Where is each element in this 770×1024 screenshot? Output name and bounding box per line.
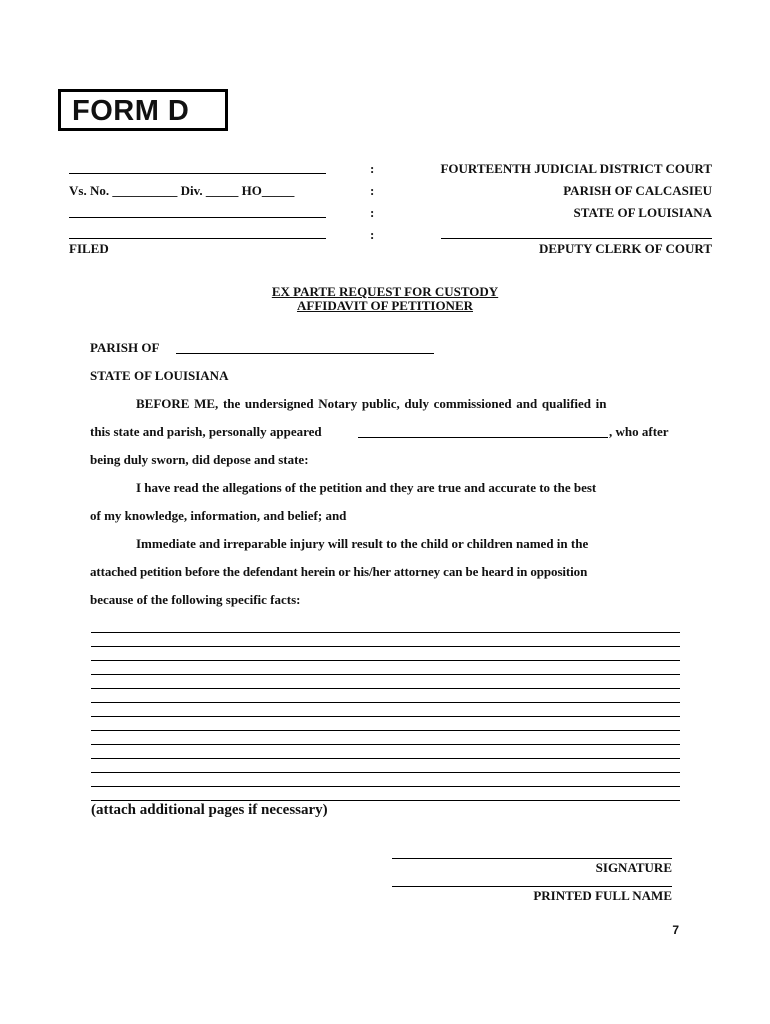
- facts-line: [91, 646, 680, 647]
- paragraph-1-line-3: being duly sworn, did depose and state:: [90, 452, 309, 467]
- form-label: FORM D: [58, 89, 228, 131]
- defendant-blank-line: [69, 217, 326, 218]
- title-line-1: EX PARTE REQUEST FOR CUSTODY: [271, 284, 499, 299]
- facts-line: [91, 688, 680, 689]
- printed-name-label: PRINTED FULL NAME: [533, 888, 672, 903]
- paragraph-2-line-2: of my knowledge, information, and belief; and: [90, 508, 347, 523]
- attach-note: (attach additional pages if necessary): [91, 802, 328, 818]
- filed-blank-line: [69, 238, 326, 239]
- facts-line: [91, 800, 680, 801]
- title-line-2: AFFIDAVIT OF PETITIONER: [296, 298, 473, 313]
- facts-line: [91, 702, 680, 703]
- parish-name: PARISH OF CALCASIEU: [563, 183, 712, 198]
- page-number: 7: [672, 923, 679, 937]
- facts-line: [91, 674, 680, 675]
- paragraph-3-line-1: Immediate and irreparable injury will result to the child or children named in the: [136, 536, 589, 551]
- paragraph-1-line-2b: , who after: [609, 424, 669, 439]
- caption-colon-4: :: [370, 227, 375, 242]
- paragraph-3-line-3: because of the following specific facts:: [90, 592, 301, 607]
- signature-line: [392, 858, 672, 859]
- caption-colon-2: :: [370, 183, 375, 198]
- facts-line: [91, 786, 680, 787]
- parish-of-blank-line: [176, 353, 434, 354]
- signature-label: SIGNATURE: [595, 860, 672, 875]
- facts-line: [91, 730, 680, 731]
- parish-of-label: PARISH OF: [90, 340, 160, 355]
- paragraph-1-line-1: BEFORE ME, the undersigned Notary public, duly commissioned and qualified in: [136, 396, 607, 411]
- deputy-clerk-signature-line: [441, 238, 712, 239]
- facts-line: [91, 716, 680, 717]
- vs-no-line: Vs. No. __________ Div. _____ HO_____: [69, 183, 295, 198]
- paragraph-2-line-1: I have read the allegations of the petition and they are true and accurate to the best: [136, 480, 597, 495]
- facts-line: [91, 632, 680, 633]
- court-name: FOURTEENTH JUDICIAL DISTRICT COURT: [440, 161, 712, 176]
- paragraph-3-line-2: attached petition before the defendant herein or his/her attorney can be heard in opposition: [90, 564, 588, 579]
- affiant-name-blank-line: [358, 437, 608, 438]
- filed-label: FILED: [69, 241, 109, 256]
- facts-line: [91, 660, 680, 661]
- facts-line: [91, 744, 680, 745]
- deputy-clerk-label: DEPUTY CLERK OF COURT: [538, 241, 712, 256]
- caption-colon-3: :: [370, 205, 375, 220]
- plaintiff-blank-line: [69, 173, 326, 174]
- facts-line: [91, 758, 680, 759]
- printed-name-line: [392, 886, 672, 887]
- paragraph-1-line-2a: this state and parish, personally appeared: [90, 424, 322, 439]
- facts-line: [91, 772, 680, 773]
- state-of-label: STATE OF LOUISIANA: [90, 368, 229, 383]
- caption-colon-1: :: [370, 161, 375, 176]
- state-name: STATE OF LOUISIANA: [573, 205, 712, 220]
